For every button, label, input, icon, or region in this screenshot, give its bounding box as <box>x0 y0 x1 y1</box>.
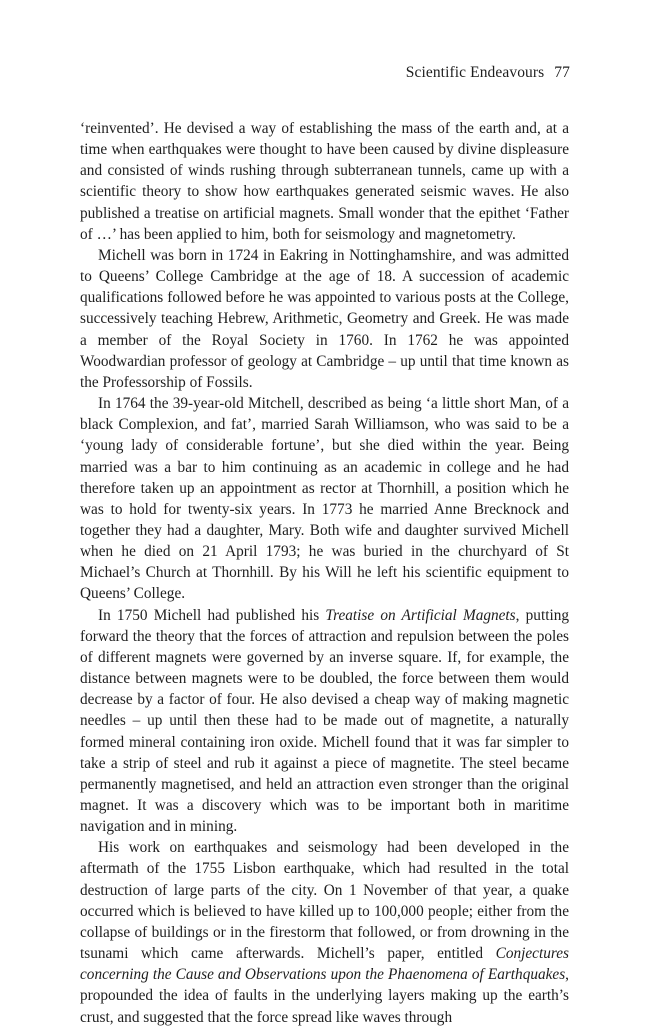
paragraph-4-text-before: In 1750 Michell had published his <box>98 606 326 624</box>
running-header <box>406 64 570 82</box>
paper-title-italic: Conjectures concerning the Cause and Observations upon the Phaenomena of Earthquakes <box>80 945 569 984</box>
running-header-title: Scientific Endeavours <box>405 64 545 81</box>
book-title-italic: Treatise on Artificial Magnets <box>325 606 516 624</box>
body-text <box>80 118 569 1028</box>
page-number: 77 <box>554 64 570 81</box>
paragraph-5 <box>80 837 569 1027</box>
paragraph-4-text-after: , putting forward the theory that the forces of attraction and repulsion between the poles of different magnets were governed by an inverse square. If, for example, the distance between magnets were to be doubled, the force between them would decrease by a factor of four. He also devised a cheap way of making magnetic needles – up until then these had to be made out of magnetite, a naturally formed mineral containing iron oxide. Michell found that it was far simpler to take a strip of steel and rub it against a piece of magnetite. The steel became permanently magnetised, and held an attraction even stronger than the original magnet. It was a discovery which was to be important both in maritime navigation and in mining. <box>80 606 569 836</box>
paragraph-3: In 1764 the 39-year-old Mitchell, described as being ‘a little short Man, of a black Complexion, and fat’, married Sarah Williamson, who was said to be a ‘young lady of considerable fortune’, but she died within the year. Being married was a bar to him continuing as an academic in college and he had therefore taken up an appointment as rector at Thornhill, a position which he was to hold for twenty-six years. In 1773 he married Anne Brecknock and together they had a daughter, Mary. Both wife and daughter survived Michell when he died on 21 April 1793; he was buried in the churchyard of St Michael’s Church at Thornhill. By his Will he left his scientific equipment to Queens’ College. <box>80 395 569 603</box>
paragraph-5-text-before: His work on earthquakes and seismology had been developed in the aftermath of the 1755 Lisbon earthquake, which had resulted in the total destruction of large parts of the city. On 1 November of that year, a quake occurred which is believed to have killed up to 100,000 people; either from the collapse of buildings or in the firestorm that followed, or from drowning in the tsunami which came afterwards. Michell’s paper, entitled <box>80 839 569 963</box>
paragraph-5-text-after: , propounded the idea of faults in the underlying layers making up the earth’s crust, and suggested that the force spread like waves through <box>80 966 569 1026</box>
paragraph-2: Michell was born in 1724 in Eakring in Nottinghamshire, and was admitted to Queens’ College Cambridge at the age of 18. A succession of academic qualifications followed before he was appointed to various posts at the College, successively teaching Hebrew, Arithmetic, Geometry and Greek. He was made a member of the Royal Society in 1760. In 1762 he was appointed Woodwardian professor of geology at Cambridge – up until that time known as the Professorship of Fossils. <box>80 246 569 391</box>
paragraph-1: ‘reinvented’. He devised a way of establishing the mass of the earth and, at a time when earthquakes were thought to have been caused by divine displeasure and consisted of winds rushing through subterranean tunnels, came up with a scientific theory to show how earthquakes generated seismic waves. He also published a treatise on artificial magnets. Small wonder that the epithet ‘Father of …’ has been applied to him, both for seismology and magnetometry. <box>80 120 569 243</box>
paragraph-4 <box>80 605 569 838</box>
